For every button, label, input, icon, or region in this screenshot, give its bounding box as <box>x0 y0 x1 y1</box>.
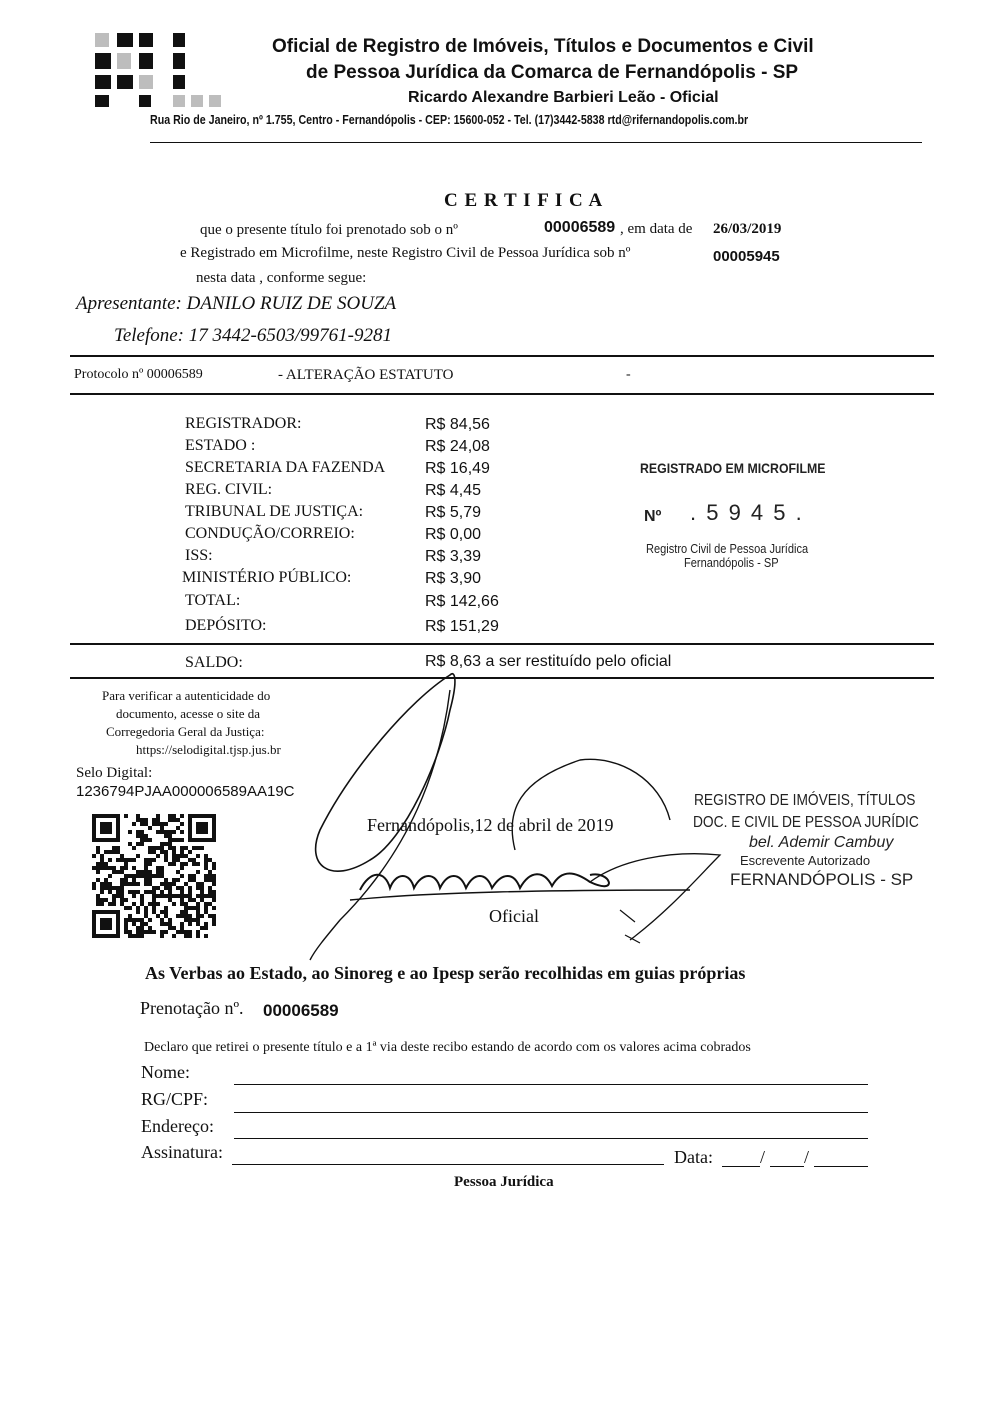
form-data-label: Data: <box>674 1147 713 1167</box>
fee-label: REGISTRADOR: <box>185 415 302 432</box>
protocolo-dash: - <box>626 367 631 382</box>
apresentante: Apresentante: DANILO RUIZ DE SOUZA <box>76 293 397 314</box>
clerk-stamp-city: FERNANDÓPOLIS - SP <box>730 870 914 889</box>
form-nome-label: Nome: <box>141 1062 190 1082</box>
form-endereco-line[interactable] <box>234 1138 868 1139</box>
microfilm-stamp-no-label: Nº <box>644 508 662 525</box>
verbas-notice: As Verbas ao Estado, ao Sinoreg e ao Ipesp serão recolhidas em guias próprias <box>145 963 746 983</box>
selo-code: 1236794PJAA000006589AA19C <box>76 783 295 800</box>
saldo-label: SALDO: <box>185 654 243 671</box>
form-data-day-line[interactable] <box>722 1166 760 1167</box>
form-assinatura-line[interactable] <box>232 1164 664 1165</box>
verify-text-line1: Para verificar a autenticidade do <box>102 688 271 703</box>
header-rule <box>150 142 922 143</box>
certifica-title: C E R T I F I C A <box>444 190 604 211</box>
qr-code[interactable] <box>92 814 216 938</box>
fee-label: TOTAL: <box>185 592 241 609</box>
fee-value: R$ 3,90 <box>425 570 482 587</box>
verify-text-line3: Corregedoria Geral da Justiça: <box>106 724 265 739</box>
protocolo-label: Protocolo nº 00006589 <box>74 367 203 382</box>
prenotacao-number: 00006589 <box>263 1001 339 1020</box>
clerk-stamp-line2: DOC. E CIVIL DE PESSOA JURÍDIC <box>693 814 919 831</box>
selo-label: Selo Digital: <box>76 765 153 781</box>
form-data-slash: / <box>804 1147 810 1167</box>
fee-label: DEPÓSITO: <box>185 617 267 634</box>
clerk-stamp-name: bel. Ademir Cambuy <box>749 834 894 851</box>
fee-label: REG. CIVIL: <box>185 481 273 498</box>
declaration-text: Declaro que retirei o presente título e a 1ª via deste recibo estando de acordo com os valores acima cobrados <box>144 1040 751 1055</box>
certifica-date: 26/03/2019 <box>713 221 782 237</box>
form-data-slash: / <box>760 1147 766 1167</box>
microfilm-stamp-number: . 5 9 4 5 . <box>690 500 804 525</box>
protocolo-bottom-rule <box>70 393 934 395</box>
fee-label: ESTADO : <box>185 437 256 454</box>
header-title-line1: Oficial de Registro de Imóveis, Títulos e Documentos e Civil <box>272 36 814 57</box>
verify-url[interactable]: https://selodigital.tjsp.jus.br <box>136 742 281 757</box>
header-officer: Ricardo Alexandre Barbieri Leão - Oficial <box>408 89 719 106</box>
fee-value: R$ 151,29 <box>425 618 499 635</box>
form-data-month-line[interactable] <box>770 1166 804 1167</box>
microfilm-stamp-title: REGISTRADO EM MICROFILME <box>640 460 826 476</box>
clerk-stamp-role: Escrevente Autorizado <box>740 853 871 868</box>
form-nome-line[interactable] <box>234 1084 868 1085</box>
place-date: Fernandópolis,12 de abril de 2019 <box>367 815 614 835</box>
fee-label: CONDUÇÃO/CORREIO: <box>185 525 355 542</box>
fee-value: R$ 84,56 <box>425 416 490 433</box>
fee-value: R$ 142,66 <box>425 593 499 610</box>
protocolo-description: - ALTERAÇÃO ESTATUTO <box>278 367 454 383</box>
certifica-registro-number: 00005945 <box>713 248 780 265</box>
saldo-value: R$ 8,63 a ser restituído pelo oficial <box>425 653 672 670</box>
microfilm-stamp-org1: Registro Civil de Pessoa Jurídica <box>646 541 809 556</box>
certifica-line3-text: nesta data , conforme segue: <box>196 270 367 286</box>
fee-label: SECRETARIA DA FAZENDA <box>185 459 386 476</box>
verify-text-line2: documento, acesse o site da <box>116 706 261 721</box>
registry-logo <box>95 33 225 108</box>
form-data-year-line[interactable] <box>814 1166 868 1167</box>
certifica-prenotacao-number: 00006589 <box>544 219 616 236</box>
form-rgcpf-line[interactable] <box>234 1112 868 1113</box>
fee-value: R$ 24,08 <box>425 438 490 455</box>
fee-value: R$ 5,79 <box>425 504 482 521</box>
fee-value: R$ 16,49 <box>425 460 490 477</box>
fee-label: MINISTÉRIO PÚBLICO: <box>182 569 352 586</box>
oficial-label: Oficial <box>489 906 539 926</box>
clerk-stamp-line1: REGISTRO DE IMÓVEIS, TÍTULOS <box>694 792 916 809</box>
fee-value: R$ 4,45 <box>425 482 482 499</box>
form-assinatura-label: Assinatura: <box>141 1142 223 1162</box>
footer-label: Pessoa Jurídica <box>454 1174 554 1190</box>
signature-scribble <box>290 660 730 980</box>
protocolo-top-rule <box>70 355 934 357</box>
microfilm-stamp-org2: Fernandópolis - SP <box>684 555 779 570</box>
saldo-top-rule <box>70 643 934 645</box>
header-title-line2: de Pessoa Jurídica da Comarca de Fernandópolis - SP <box>306 62 799 83</box>
fee-value: R$ 0,00 <box>425 526 482 543</box>
certifica-date-text: , em data de <box>620 221 693 237</box>
certifica-line1-text: que o presente título foi prenotado sob o nº <box>200 222 458 238</box>
header-address: Rua Rio de Janeiro, nº 1.755, Centro - Fernandópolis - CEP: 15600-052 - Tel. (17)3442-5838 rtd@rifernandopolis.com.br <box>150 112 749 127</box>
fee-value: R$ 3,39 <box>425 548 482 565</box>
fee-label: ISS: <box>185 547 213 564</box>
fee-label: TRIBUNAL DE JUSTIÇA: <box>185 503 364 520</box>
form-endereco-label: Endereço: <box>141 1116 214 1136</box>
telefone: Telefone: 17 3442-6503/99761-9281 <box>114 325 392 346</box>
form-rgcpf-label: RG/CPF: <box>141 1089 209 1109</box>
certifica-line2-text: e Registrado em Microfilme, neste Registro Civil de Pessoa Jurídica sob nº <box>180 245 631 261</box>
prenotacao-label: Prenotação nº. <box>140 998 244 1018</box>
